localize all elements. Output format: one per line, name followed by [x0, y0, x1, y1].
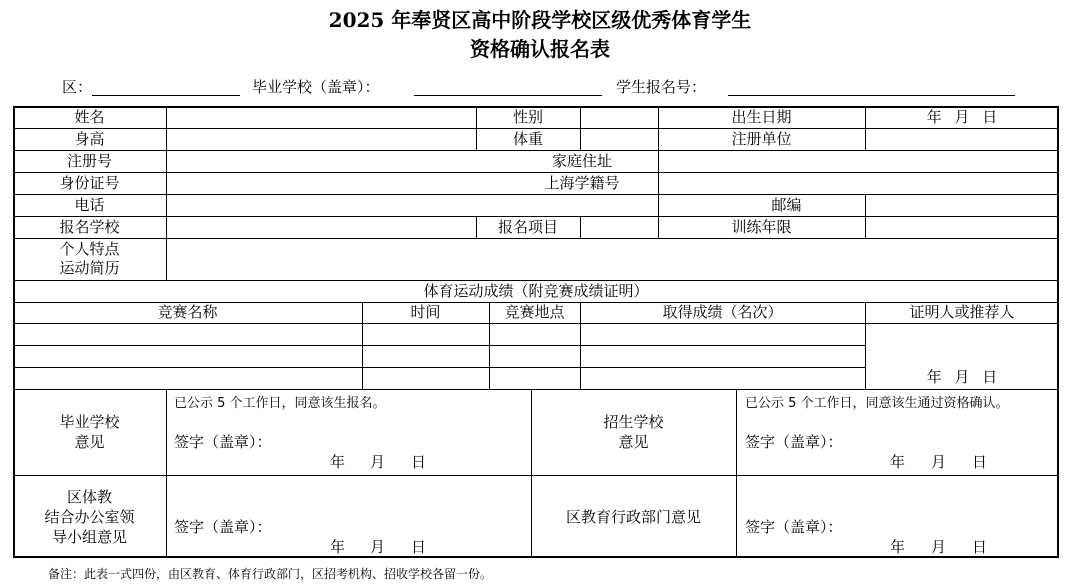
year-label: 年 — [890, 538, 906, 556]
day-label: 日 — [972, 453, 988, 471]
district-group-sign-label: 签字（盖章）： — [174, 518, 272, 536]
month-label: 月 — [931, 453, 947, 471]
apply-event-label: 报名项目 — [497, 218, 558, 236]
gender-label: 性别 — [512, 108, 543, 126]
registration-unit-label: 注册单位 — [731, 130, 792, 148]
shanghai-student-no-label: 上海学籍号 — [544, 174, 620, 192]
graduation-school-field[interactable] — [414, 95, 602, 96]
row-line — [13, 194, 1059, 195]
day-label: 日 — [411, 453, 427, 471]
column-witness: 证明人或推荐人 — [909, 303, 1015, 321]
col-line — [580, 216, 581, 238]
district-group-label-2: 结合办公室领 — [44, 508, 135, 526]
column-time: 时间 — [410, 303, 441, 321]
year-label: 年 — [330, 538, 346, 556]
district-group-label-1: 区体教 — [66, 488, 112, 506]
education-dept-sign-label: 签字（盖章）： — [745, 518, 843, 536]
enrolling-school-sign-label: 签字（盖章）： — [745, 433, 843, 451]
day-label: 日 — [972, 538, 988, 556]
district-label: 区： — [62, 78, 93, 96]
graduation-school-label: 毕业学校（盖章）： — [252, 78, 380, 96]
student-reg-no-label: 学生报名号： — [616, 78, 707, 96]
row-line — [13, 367, 865, 368]
month-label: 月 — [370, 453, 386, 471]
district-group-label-3: 导小组意见 — [51, 528, 127, 546]
birth-date-label: 出生日期 — [731, 108, 792, 126]
home-address-label: 家庭住址 — [551, 152, 612, 170]
month-label: 月 — [370, 538, 386, 556]
column-location: 竞赛地点 — [504, 303, 565, 321]
sports-history-label: 运动简历 — [59, 259, 120, 277]
education-dept-opinion-label: 区教育行政部门意见 — [565, 508, 701, 526]
birth-date-field[interactable]: 年 月 日 — [926, 108, 998, 126]
column-competition-name: 竞赛名称 — [157, 303, 218, 321]
student-reg-no-field[interactable] — [728, 95, 1015, 96]
year-label: 年 — [330, 453, 346, 471]
name-label: 姓名 — [74, 108, 105, 126]
results-section-title: 体育运动成绩（附竞赛成绩证明） — [423, 282, 649, 300]
height-label: 身高 — [74, 130, 105, 148]
col-line — [166, 389, 167, 558]
col-line — [166, 106, 167, 280]
form-title-line1: 2025 年奉贤区高中阶段学校区级优秀体育学生 — [328, 8, 752, 32]
personal-traits-label: 个人特点 — [59, 240, 120, 258]
training-years-label: 训练年限 — [731, 218, 792, 236]
row-line — [13, 238, 1059, 239]
graduation-school-opinion-label: 毕业学校 — [59, 413, 120, 431]
col-line — [736, 389, 737, 558]
row-line — [13, 389, 1059, 390]
graduation-school-sign-label: 签字（盖章）： — [174, 433, 272, 451]
postcode-label: 邮编 — [771, 196, 802, 214]
year-label: 年 — [890, 453, 906, 471]
row-line — [13, 323, 1059, 324]
day-label: 日 — [411, 538, 427, 556]
enrolling-school-opinion-label-2: 意见 — [618, 433, 649, 451]
district-field[interactable] — [92, 95, 240, 96]
col-line — [865, 194, 866, 238]
row-line — [13, 475, 1059, 476]
witness-date: 年 月 日 — [926, 368, 998, 386]
apply-school-label: 报名学校 — [59, 218, 120, 236]
graduation-school-notice: 已公示 5 个工作日，同意该生报名。 — [174, 396, 386, 411]
gender-field[interactable] — [581, 107, 658, 128]
registration-no-label: 注册号 — [66, 152, 112, 170]
id-number-label: 身份证号 — [59, 174, 120, 192]
name-field[interactable] — [167, 107, 476, 128]
phone-label: 电话 — [74, 196, 105, 214]
row-line — [13, 345, 865, 346]
column-result: 取得成绩（名次） — [662, 303, 783, 321]
month-label: 月 — [931, 538, 947, 556]
graduation-school-opinion-label-2: 意见 — [74, 433, 105, 451]
form-title-line2: 资格确认报名表 — [470, 37, 610, 61]
enrolling-school-notice: 已公示 5 个工作日，同意该生通过资格确认。 — [745, 396, 1009, 411]
enrolling-school-opinion-label: 招生学校 — [603, 413, 664, 431]
weight-label: 体重 — [512, 130, 543, 148]
footnote: 备注：此表一式四份，由区教育、体育行政部门，区招考机构、招收学校各留一份。 — [48, 567, 493, 581]
